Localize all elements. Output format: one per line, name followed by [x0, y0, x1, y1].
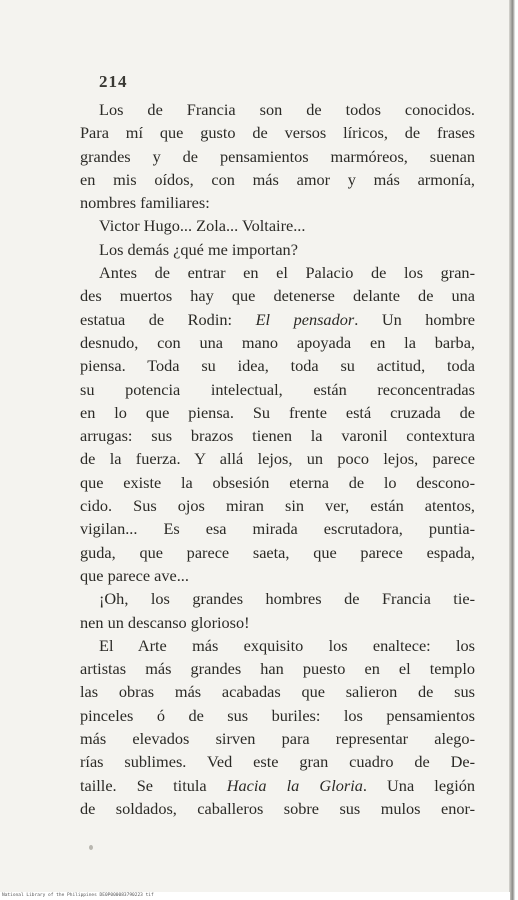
text-line: que parece ave...: [80, 565, 189, 585]
text-line: rías sublimes. Ved este gran cuadro de De-: [80, 752, 475, 772]
text-line: des muertos hay que detenerse delante de una: [80, 286, 475, 306]
text-line: en mis oídos, con más amor y más armonía,: [80, 169, 475, 189]
text-line: que existe la obsesión eterna de lo descono-: [80, 472, 475, 492]
text-line: pinceles ó de sus buriles: los pensamientos: [80, 705, 475, 725]
page-body-text: [80, 98, 475, 820]
text-line: las obras más acabadas que salieron de sus: [80, 682, 475, 702]
text-line: Los de Francia son de todos conocidos.: [99, 100, 475, 119]
text-line: arrugas: sus brazos tienen la varonil contextura: [80, 426, 475, 446]
text-line: en lo que piensa. Su frente está cruzada de: [80, 402, 475, 422]
text-line: de la fuerza. Y allá lejos, un poco lejos, parece: [80, 449, 475, 469]
text-line: El Arte más exquisito los enaltece: los: [99, 635, 475, 655]
page-edge: [509, 0, 518, 900]
text-line: piensa. Toda su idea, toda su actitud, toda: [80, 356, 475, 376]
text-line: desnudo, con una mano apoyada en la barba,: [80, 332, 475, 352]
text-line: Antes de entrar en el Palacio de los gran-: [99, 263, 475, 283]
text-line: Para mí que gusto de versos líricos, de frases: [80, 123, 475, 143]
text-line: Victor Hugo... Zola... Voltaire...: [99, 216, 306, 236]
text-line: nen un descanso glorioso!: [80, 612, 250, 632]
text-line: vigilan... Es esa mirada escrutadora, puntia-: [80, 519, 475, 539]
italic-title: Hacia la Gloria: [226, 775, 363, 795]
scan-footer-text: National Library of the Philippines DE0P000083790223 tif: [2, 893, 154, 898]
italic-title: El pensador: [255, 309, 355, 329]
text-line: de soldados, caballeros sobre sus mulos enor-: [80, 798, 475, 818]
text-line: grandes y de pensamientos marmóreos, suenan: [80, 146, 475, 166]
text-line: cido. Sus ojos miran sin ver, están atentos,: [80, 496, 475, 516]
text-line: taille. Se titula Hacia la Gloria. Una legión: [80, 775, 475, 795]
ink-smudge: [89, 845, 93, 850]
text-line: ¡Oh, los grandes hombres de Francia tie-: [99, 589, 475, 609]
text-line: guda, que parece saeta, que parece espada,: [80, 542, 475, 562]
text-line: artistas más grandes han puesto en el templo: [80, 659, 475, 679]
text-line: su potencia intelectual, están reconcentradas: [80, 379, 475, 399]
page-number: 214: [99, 72, 128, 91]
text-line: Los demás ¿qué me importan?: [99, 239, 298, 259]
text-line: estatua de Rodin: El pensador. Un hombre: [80, 309, 475, 329]
text-line: más elevados sirven para representar alego-: [80, 729, 475, 749]
text-line: nombres familiares:: [80, 193, 210, 213]
